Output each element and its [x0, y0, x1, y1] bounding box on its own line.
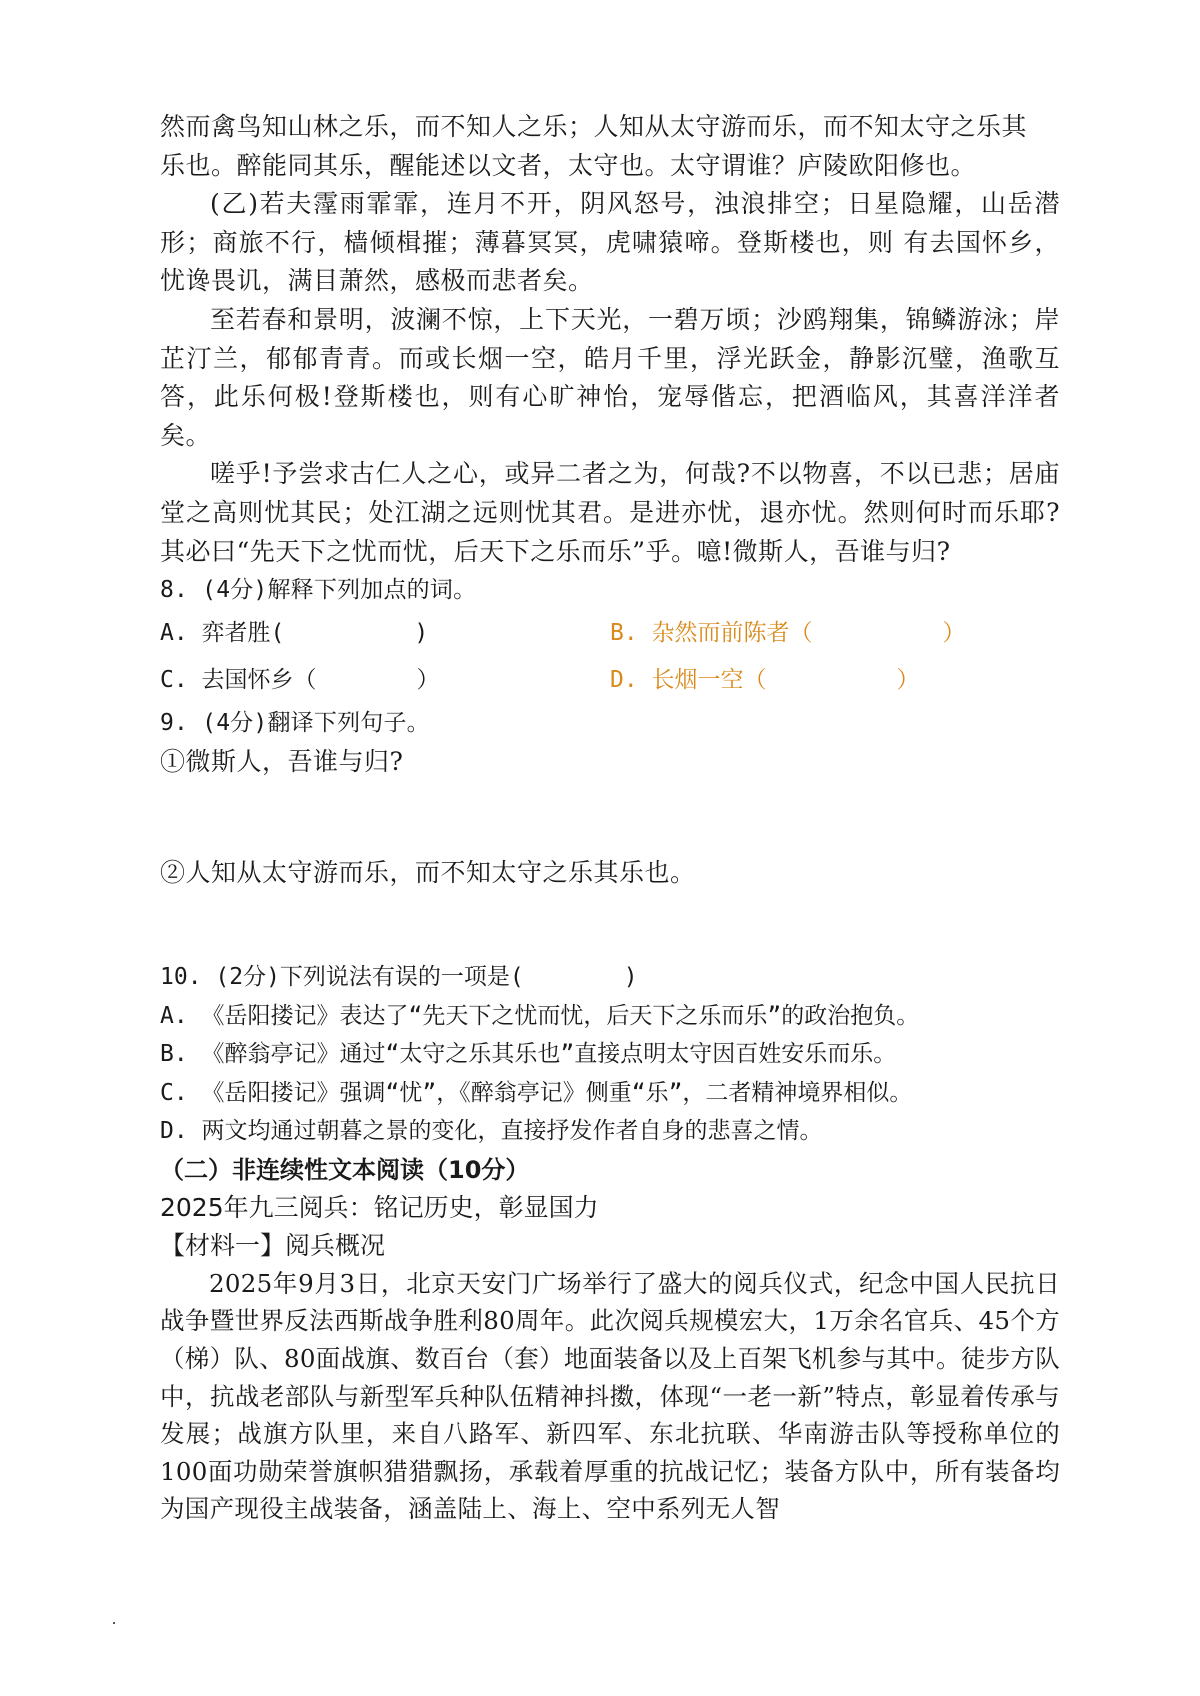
q8-option-c-close: ）: [416, 667, 440, 694]
passage-jia-line-2: 乐也。醉能同其乐，醒能述以文者，太守也。太守谓谁？庐陵欧阳修也。: [160, 150, 977, 180]
q10-stem-close: ): [623, 964, 638, 991]
question-9-sentence-1: ①微斯人，吾谁与归?: [160, 747, 404, 777]
section-2-title: 2025年九三阅兵：铭记历史，彰显国力: [160, 1192, 599, 1222]
q8-option-b: B. 杂然而前陈者（: [610, 620, 813, 647]
passage-yi-paragraph-1: (乙)若夫霪雨霏霏，连月不开，阴风怒号，浊浪排空；日星隐耀，山岳潜形；商旅不行，樯倾楫摧；薄暮冥冥，虎啸猿啼。登斯楼也，则 有去国怀乡，忧谗畏讥，满目萧然，感极而悲者矣。: [160, 189, 1060, 296]
q8-option-d-close: ）: [896, 667, 920, 694]
q8-option-c: C. 去国怀乡（: [160, 667, 317, 694]
passage-jia-line-1: 然而禽鸟知山林之乐，而不知人之乐；人知从太守游而乐，而不知太守之乐其: [160, 112, 1028, 141]
q8-option-a-close: ): [414, 620, 429, 647]
question-9-answer-space-2[interactable]: [160, 892, 1060, 958]
question-10-stem: [160, 958, 1060, 997]
q8-option-d: D. 长烟一空（: [610, 667, 767, 694]
q10-option-a: A. 《岳阳搂记》表达了“先天下之忧而忧，后天下之乐而乐”的政治抱负。: [160, 1002, 920, 1029]
material-1-body: 2025年9月3日，北京天安门广场举行了盛大的阅兵仪式，纪念中国人民抗日战争暨世界反法西斯战争胜利80周年。此次阅兵规模宏大，1万余名官兵、45个方（梯）队、80面战旗、数百台（套）地面装备以及上百架飞机参与其中。徒步方队中，抗战老部队与新型军兵种队伍精神抖擞，体现“一老一新”特点，彰显着传承与发展；战旗方队里，来自八路军、新四军、东北抗联、华南游击队等授称单位的100面功勋荣誉旗帜猎猎飘扬，承载着厚重的抗战记忆；装备方队中，所有装备均为国产现役主战装备，涵盖陆上、海上、空中系列无人智: [160, 1268, 1060, 1524]
question-9-answer-space-1[interactable]: [160, 782, 1060, 854]
question-9-stem: 9. (4分)翻译下列句子。: [160, 710, 430, 737]
q8-option-a: A. 弈者胜(: [160, 620, 285, 647]
q10-option-c: C. 《岳阳搂记》强调“忧”，《醉翁亭记》侧重“乐”，二者精神境界相似。: [160, 1079, 913, 1106]
exam-page: [160, 108, 1060, 1528]
question-8-options-row-1: [160, 610, 1060, 657]
page-speck: [113, 1622, 115, 1624]
q10-option-b: B. 《醉翁亭记》通过“太守之乐其乐也”直接点明太守因百姓安乐而乐。: [160, 1041, 897, 1068]
q10-option-d: D. 两文均通过朝暮之景的变化，直接抒发作者自身的悲喜之情。: [160, 1118, 823, 1145]
q10-stem-text: 10. (2分)下列说法有误的一项是(: [160, 964, 524, 991]
question-8-options-row-2: [160, 657, 1060, 704]
question-8-stem: 8. (4分)解释下列加点的词。: [160, 577, 477, 604]
material-1-title: 【材料一】阅兵概况: [160, 1230, 386, 1260]
passage-yi-paragraph-2: 至若春和景明，波澜不惊，上下天光，一碧万顷；沙鸥翔集，锦鳞游泳；岸芷汀兰，郁郁青青。而或长烟一空，皓月千里，浮光跃金，静影沉璧，渔歌互答，此乐何极!登斯楼也，则有心旷神怡，宠辱偕忘，把酒临风，其喜洋洋者矣。: [160, 304, 1060, 450]
section-2-heading: （二）非连续性文本阅读（10分）: [160, 1155, 530, 1184]
passage-yi-paragraph-3: 嗟乎!予尝求古仁人之心，或异二者之为，何哉?不以物喜，不以已悲；居庙堂之高则忧其民；处江湖之远则忧其君。是进亦忧，退亦忧。然则何时而乐耶?其必曰“先天下之忧而忧，后天下之乐而乐”乎。噫!微斯人，吾谁与归?: [160, 459, 1060, 566]
question-9-sentence-2: ②人知从太守游而乐，而不知太守之乐其乐也。: [160, 857, 696, 887]
q8-option-b-close: ）: [942, 620, 966, 647]
